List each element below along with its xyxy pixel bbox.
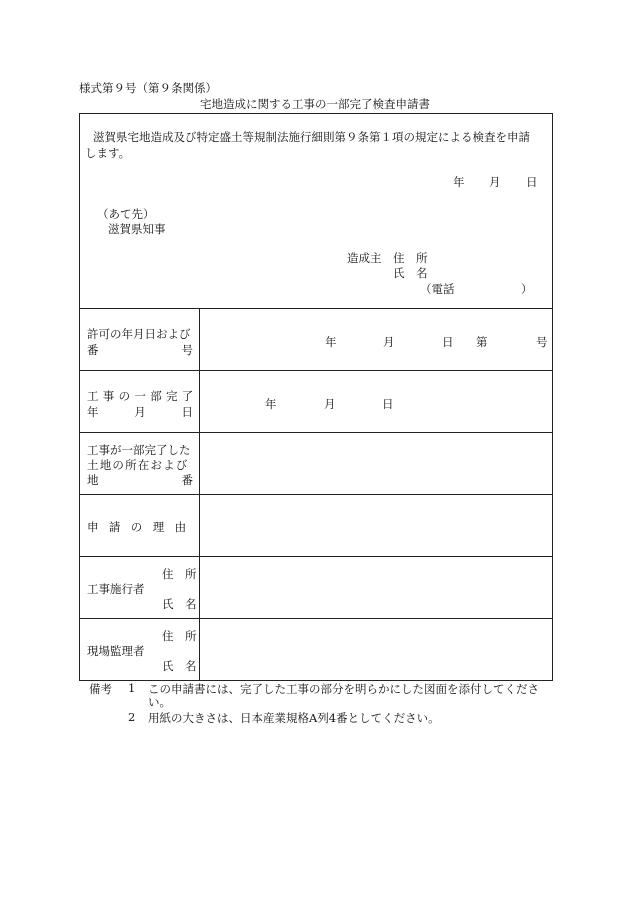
- form-number: 様式第９号（第９条関係）: [79, 81, 217, 95]
- note-1-number: 1: [128, 681, 136, 695]
- addressee-label: （あて先）: [97, 207, 155, 221]
- location-label-chi: 地: [87, 473, 99, 487]
- completion-label-line2: [87, 404, 193, 420]
- completion-month: 月: [324, 397, 336, 411]
- contractor-role: 工事施行者: [87, 582, 145, 596]
- location-label-line2: 土地の所在および: [87, 458, 189, 472]
- permit-month: 月: [383, 335, 395, 349]
- document-title: 宅地造成に関する工事の一部完了検査申請書: [200, 97, 430, 111]
- row-supervisor: [80, 618, 552, 680]
- permit-label-line2: [87, 342, 193, 358]
- completion-value-cell[interactable]: [200, 371, 552, 432]
- date-day: 日: [526, 175, 538, 189]
- reason-label: 申請の理由: [87, 520, 197, 534]
- note-1-line-2: い。: [148, 695, 171, 709]
- permit-day: 日: [442, 335, 454, 349]
- row-reason: [80, 494, 552, 556]
- contractor-address-label: 住 所: [162, 567, 197, 581]
- permit-value-cell[interactable]: [200, 309, 552, 370]
- contractor-label-cell: [80, 557, 200, 618]
- contractor-name-label: 氏 名: [162, 597, 197, 611]
- addressee-name: 滋賀県知事: [108, 222, 166, 236]
- contractor-value-cell[interactable]: [200, 557, 552, 618]
- reason-label-cell: [80, 495, 200, 556]
- statement-line-2: します。: [85, 146, 131, 160]
- date-month: 月: [489, 175, 501, 189]
- permit-label-ban: 番: [87, 343, 99, 357]
- supervisor-address-label: 住 所: [162, 629, 197, 643]
- applicant-name-label: 氏 名: [393, 266, 428, 280]
- application-table: [79, 308, 553, 681]
- permit-label-cell: [80, 309, 200, 370]
- applicant-phone-open: （電話: [420, 282, 455, 296]
- completion-label-year: 年: [87, 405, 99, 419]
- location-value-cell[interactable]: [200, 433, 552, 494]
- permit-go: 号: [536, 335, 548, 349]
- note-1-line-1: この申請書には、完了した工事の部分を明らかにした図面を添付してくださ: [148, 682, 539, 696]
- completion-label-month: 月: [134, 405, 146, 419]
- completion-label-line1: 工事の一部完了: [87, 389, 198, 403]
- permit-label-go: 号: [181, 343, 193, 357]
- date-year: 年: [453, 175, 465, 189]
- note-2-text: 用紙の大きさは、日本産業規格A列4番としてください。: [148, 711, 440, 725]
- location-label-cell: [80, 433, 200, 494]
- supervisor-role: 現場監理者: [87, 644, 145, 658]
- application-statement-box: [79, 113, 553, 309]
- supervisor-name-label: 氏 名: [162, 659, 197, 673]
- permit-year: 年: [325, 335, 337, 349]
- row-contractor: [80, 556, 552, 618]
- notes-heading: 備考: [89, 682, 112, 696]
- permit-label-line1: 許可の年月日および: [87, 327, 191, 341]
- supervisor-label-cell: [80, 619, 200, 680]
- row-permit: [80, 309, 552, 370]
- completion-label-cell: [80, 371, 200, 432]
- completion-label-day: 日: [181, 405, 193, 419]
- applicant-role: 造成主: [347, 251, 382, 265]
- row-location: [80, 432, 552, 494]
- completion-day: 日: [382, 397, 394, 411]
- location-label-line1: 工事が一部完了した: [87, 443, 191, 457]
- row-partial-completion: [80, 370, 552, 432]
- statement-line-1: 滋賀県宅地造成及び特定盛土等規制法施行細則第９条第１項の規定による検査を申請: [93, 130, 530, 144]
- location-label-line3: [87, 472, 193, 488]
- supervisor-value-cell[interactable]: [200, 619, 552, 680]
- applicant-phone-close: ）: [521, 282, 533, 296]
- completion-year: 年: [265, 397, 277, 411]
- reason-value-cell[interactable]: [200, 495, 552, 556]
- permit-dai: 第: [476, 335, 488, 349]
- note-2-number: 2: [128, 710, 136, 724]
- location-label-ban: 番: [181, 473, 193, 487]
- applicant-address-label: 住 所: [393, 251, 428, 265]
